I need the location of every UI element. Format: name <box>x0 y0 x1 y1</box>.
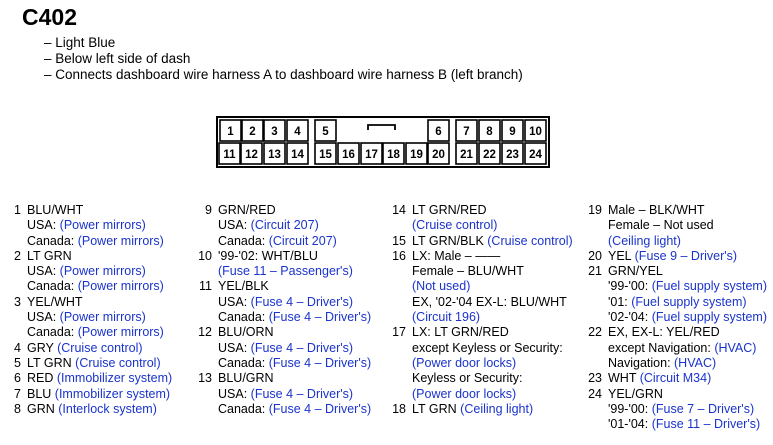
pin-line <box>218 325 371 340</box>
pin-cavity-label: 18 <box>387 149 400 161</box>
wire-info: BLU/GRN <box>218 371 274 386</box>
pin-entry <box>196 371 371 417</box>
wire-info: Canada: <box>27 325 78 340</box>
pin-line <box>608 356 756 371</box>
circuit-reference-link[interactable]: (Fuse 4 – Driver's) <box>250 294 354 309</box>
pin-line <box>218 234 337 249</box>
pin-line <box>608 341 756 356</box>
wire-info: USA: <box>218 218 251 233</box>
wire-info: GRY <box>27 340 58 355</box>
circuit-reference-link[interactable]: (Power mirrors) <box>77 279 164 294</box>
pin-cavity-label: 16 <box>342 149 355 161</box>
pin-number: 20 <box>588 248 602 263</box>
pin-column-3 <box>390 203 573 417</box>
pin-cavity-label: 15 <box>319 149 332 161</box>
pin-line <box>27 341 143 356</box>
pin-cavity-label: 10 <box>529 126 542 138</box>
circuit-reference-link[interactable]: (Fuse 4 – Driver's) <box>268 401 372 416</box>
pin-number: 1 <box>14 203 21 217</box>
wire-info: USA: <box>27 218 60 233</box>
pin-line <box>218 249 353 264</box>
pin-cavity-label: 19 <box>410 149 423 161</box>
pin-line <box>218 341 371 356</box>
pin-number: 23 <box>588 371 602 386</box>
pin-entry <box>6 387 172 402</box>
pin-entry <box>586 249 767 264</box>
circuit-reference-link[interactable]: (Fuse 11 – Driver's) <box>651 417 761 432</box>
circuit-reference-link[interactable]: (Circuit 207) <box>250 218 319 233</box>
pin-line <box>218 203 337 218</box>
pin-cavity-label: 21 <box>460 149 473 161</box>
wire-info: YEL/BLK <box>218 279 269 294</box>
pin-line <box>218 218 337 233</box>
wire-info: LT GRN/BLK <box>412 233 488 248</box>
wire-info: LX: LT GRN/RED <box>412 325 509 340</box>
pin-entry <box>390 234 573 249</box>
pin-line <box>412 279 567 294</box>
circuit-reference-link[interactable]: (Fuse 9 – Driver's) <box>634 248 738 263</box>
pin-line <box>218 264 353 279</box>
pin-line <box>608 218 714 233</box>
pin-entry <box>586 264 767 325</box>
pin-number: 19 <box>588 203 602 217</box>
wire-info: '99-'00: <box>608 279 652 294</box>
circuit-reference-link[interactable]: (Immobilizer system) <box>54 386 171 401</box>
pin-entry <box>6 402 172 417</box>
circuit-reference-link[interactable]: (Power mirrors) <box>59 218 146 233</box>
circuit-reference-link[interactable]: (Power door locks) <box>412 386 517 401</box>
pin-line <box>412 249 567 264</box>
wire-info: Female – Not used <box>608 218 714 233</box>
pin-line <box>27 279 164 294</box>
circuit-reference-link[interactable]: (Fuse 4 – Driver's) <box>268 355 372 370</box>
pin-line <box>218 387 371 402</box>
pin-entry <box>586 325 767 371</box>
circuit-reference-link[interactable]: (Immobilizer system) <box>56 371 173 386</box>
circuit-reference-link[interactable]: (Fuel supply system) <box>651 310 768 325</box>
circuit-reference-link[interactable]: (HVAC) <box>714 340 757 355</box>
pin-cavity-label: 11 <box>223 149 236 161</box>
pin-line <box>27 264 164 279</box>
pin-number: 6 <box>14 371 21 386</box>
pin-column-4 <box>586 203 767 432</box>
pin-line <box>608 203 714 218</box>
pin-number: 14 <box>392 203 406 217</box>
circuit-reference-link[interactable]: (Power mirrors) <box>77 233 164 248</box>
circuit-reference-link[interactable]: (Fuse 7 – Driver's) <box>651 401 755 416</box>
wire-info: LT GRN <box>27 355 76 370</box>
pin-line <box>27 371 172 386</box>
pin-cavity-label: 9 <box>509 126 516 138</box>
wire-info: '02-'04: <box>608 310 652 325</box>
wire-info: Canada: <box>27 233 78 248</box>
pin-line <box>27 310 164 325</box>
wire-info: YEL/GRN <box>608 386 663 401</box>
pin-number: 24 <box>588 386 602 401</box>
circuit-reference-link[interactable]: (Ceiling light) <box>608 233 681 248</box>
wire-info: except Keyless or Security: <box>412 340 563 355</box>
pin-line <box>218 371 371 386</box>
pin-line <box>412 310 567 325</box>
circuit-reference-link[interactable]: (Cruise control) <box>75 355 161 370</box>
pin-line <box>608 402 760 417</box>
wire-info: Canada: <box>218 310 269 325</box>
pin-cavity-label: 2 <box>249 126 256 138</box>
pin-column-1 <box>6 203 172 417</box>
circuit-reference-link[interactable]: (Ceiling light) <box>460 401 534 416</box>
pin-entry <box>6 203 172 249</box>
pin-number: 3 <box>14 294 21 309</box>
wire-info: BLU <box>27 386 55 401</box>
pin-line <box>412 356 563 371</box>
pin-number: 16 <box>392 248 406 263</box>
pin-line <box>412 234 573 249</box>
pin-line <box>608 325 756 340</box>
circuit-reference-link[interactable]: (Cruise control) <box>487 233 573 248</box>
pin-line <box>608 295 767 310</box>
connector-title: C402 <box>22 4 77 30</box>
pin-line <box>27 402 157 417</box>
circuit-reference-link[interactable]: (Fuse 4 – Driver's) <box>250 386 354 401</box>
pin-column-2 <box>196 203 371 417</box>
wire-info: Keyless or Security: <box>412 371 523 386</box>
pin-number: 2 <box>14 248 21 263</box>
pin-cavity-label: 13 <box>268 149 281 161</box>
pin-line <box>27 325 164 340</box>
pin-cavity-label: 22 <box>483 149 496 161</box>
pin-line <box>218 356 371 371</box>
pin-line <box>27 295 164 310</box>
pin-cavity-label: 8 <box>486 126 493 138</box>
pin-line <box>27 356 161 371</box>
wire-info: EX, EX-L: YEL/RED <box>608 325 720 340</box>
description-location: – Below left side of dash <box>44 51 191 66</box>
pin-entry <box>390 249 573 325</box>
pin-line <box>27 249 164 264</box>
wire-info: LT GRN <box>412 401 461 416</box>
pin-line <box>608 310 767 325</box>
circuit-reference-link[interactable]: (Cruise control) <box>412 218 498 233</box>
pin-line <box>412 218 497 233</box>
pin-line <box>412 264 567 279</box>
circuit-reference-link[interactable]: (Cruise control) <box>57 340 143 355</box>
pin-cavity-label: 24 <box>529 149 542 161</box>
pin-line <box>608 387 760 402</box>
wire-info: WHT <box>608 371 640 386</box>
pin-entry <box>196 279 371 325</box>
pin-entry <box>6 295 172 341</box>
circuit-reference-link[interactable]: (Fuse 11 – Passenger's) <box>218 264 353 279</box>
pin-line <box>218 402 371 417</box>
pin-line <box>412 295 567 310</box>
pin-number: 10 <box>198 248 212 263</box>
pin-line <box>412 371 563 386</box>
pin-line <box>412 325 563 340</box>
circuit-reference-link[interactable]: (Power door locks) <box>412 355 517 370</box>
pin-number: 9 <box>205 203 212 217</box>
circuit-reference-link[interactable]: (Circuit 207) <box>268 233 337 248</box>
wire-info: USA: <box>218 294 251 309</box>
circuit-reference-link[interactable]: (Fuel supply system) <box>651 279 768 294</box>
pin-entry <box>196 325 371 371</box>
pin-entry <box>6 249 172 295</box>
pin-entry <box>196 203 371 249</box>
pin-line <box>412 341 563 356</box>
description-color: – Light Blue <box>44 35 116 50</box>
circuit-reference-link[interactable]: (Fuel supply system) <box>631 294 747 309</box>
pin-entry <box>390 203 573 234</box>
wire-info: GRN/YEL <box>608 264 663 279</box>
wire-info: LT GRN <box>27 248 72 263</box>
pin-line <box>412 203 497 218</box>
pin-cavity-label: 4 <box>294 126 301 138</box>
latch-gap <box>370 127 393 130</box>
circuit-reference-link[interactable]: (Not used) <box>412 279 471 294</box>
wire-info: except Navigation: <box>608 340 715 355</box>
wire-info: Canada: <box>218 233 269 248</box>
wire-info: EX, '02-'04 EX-L: BLU/WHT <box>412 294 567 309</box>
wire-info: USA: <box>27 264 60 279</box>
pin-line <box>412 387 563 402</box>
wire-info: BLU/ORN <box>218 325 274 340</box>
description-connects: – Connects dashboard wire harness A to dashboard wire harness B (left branch) <box>44 67 523 82</box>
pin-number: 12 <box>198 325 212 340</box>
pin-number: 22 <box>588 325 602 340</box>
circuit-reference-link[interactable]: (Power mirrors) <box>59 264 146 279</box>
pin-cavity-label: 23 <box>506 149 519 161</box>
wire-info: '01: <box>608 294 632 309</box>
pin-number: 13 <box>198 371 212 386</box>
pin-cavity-label: 12 <box>245 149 258 161</box>
wire-info: USA: <box>27 310 60 325</box>
pin-line <box>27 234 164 249</box>
pin-cavity-label: 14 <box>291 149 304 161</box>
pin-cavity-label: 17 <box>365 149 378 161</box>
pin-line <box>608 417 760 432</box>
pin-line <box>27 203 164 218</box>
pin-number: 17 <box>392 325 406 340</box>
pin-entry <box>390 402 573 417</box>
wire-info: GRN <box>27 401 59 416</box>
pin-cavity-label: 1 <box>227 126 234 138</box>
wire-info: '01-'04: <box>608 417 652 432</box>
circuit-reference-link[interactable]: (Interlock system) <box>58 401 157 416</box>
wire-info: YEL/WHT <box>27 294 83 309</box>
circuit-reference-link[interactable]: (Power mirrors) <box>59 310 146 325</box>
circuit-reference-link[interactable]: (Circuit M34) <box>639 371 712 386</box>
pin-cavity-label: 7 <box>463 126 470 138</box>
pin-cavity-label: 5 <box>322 126 329 138</box>
pin-line <box>218 279 371 294</box>
pin-number: 8 <box>14 401 21 416</box>
pin-number: 4 <box>14 340 21 355</box>
wire-info: LT GRN/RED <box>412 203 487 217</box>
pin-cavity-label: 3 <box>271 126 278 138</box>
pin-number: 15 <box>392 233 406 248</box>
pin-number: 21 <box>588 264 602 279</box>
circuit-reference-link[interactable]: (Fuse 4 – Driver's) <box>268 310 372 325</box>
pin-entry <box>390 325 573 401</box>
wire-info: Canada: <box>218 355 269 370</box>
pin-entry <box>6 356 172 371</box>
pin-entry <box>586 371 767 386</box>
pin-entry <box>586 203 767 249</box>
circuit-reference-link[interactable]: (HVAC) <box>674 355 717 370</box>
wire-info: GRN/RED <box>218 203 276 217</box>
pin-number: 11 <box>199 279 212 294</box>
pin-line <box>218 310 371 325</box>
pin-line <box>608 279 767 294</box>
circuit-reference-link[interactable]: (Circuit 196) <box>412 310 481 325</box>
wire-info: Canada: <box>218 401 269 416</box>
pin-entry <box>6 341 172 356</box>
wire-info: USA: <box>218 340 251 355</box>
wire-info: USA: <box>218 386 251 401</box>
wire-info: Canada: <box>27 279 78 294</box>
circuit-reference-link[interactable]: (Power mirrors) <box>77 325 164 340</box>
pin-line <box>608 234 714 249</box>
pin-number: 7 <box>14 386 21 401</box>
wire-info: '99-'00: <box>608 401 652 416</box>
pin-line <box>608 371 711 386</box>
pin-cavity-label: 6 <box>435 126 442 138</box>
pin-line <box>27 218 164 233</box>
connector-face-diagram <box>0 0 773 200</box>
pin-number: 18 <box>392 401 406 416</box>
pin-entry <box>6 371 172 386</box>
wire-info: BLU/WHT <box>27 203 84 217</box>
pin-entry <box>586 387 767 433</box>
wire-info: '99-'02: WHT/BLU <box>218 248 318 263</box>
pin-cavity-label: 20 <box>432 149 445 161</box>
pin-line <box>218 295 371 310</box>
wire-info: Female – BLU/WHT <box>412 264 524 279</box>
pin-line <box>27 387 170 402</box>
wire-info: RED <box>27 371 57 386</box>
pin-line <box>608 249 737 264</box>
wire-info: LX: Male – —— <box>412 248 501 263</box>
pin-entry <box>196 249 371 280</box>
wire-info: YEL <box>608 248 635 263</box>
wire-info: Male – BLK/WHT <box>608 203 705 217</box>
wire-info: Navigation: <box>608 355 675 370</box>
pin-number: 5 <box>14 355 21 370</box>
circuit-reference-link[interactable]: (Fuse 4 – Driver's) <box>250 340 354 355</box>
pin-line <box>608 264 767 279</box>
pin-line <box>412 402 533 417</box>
